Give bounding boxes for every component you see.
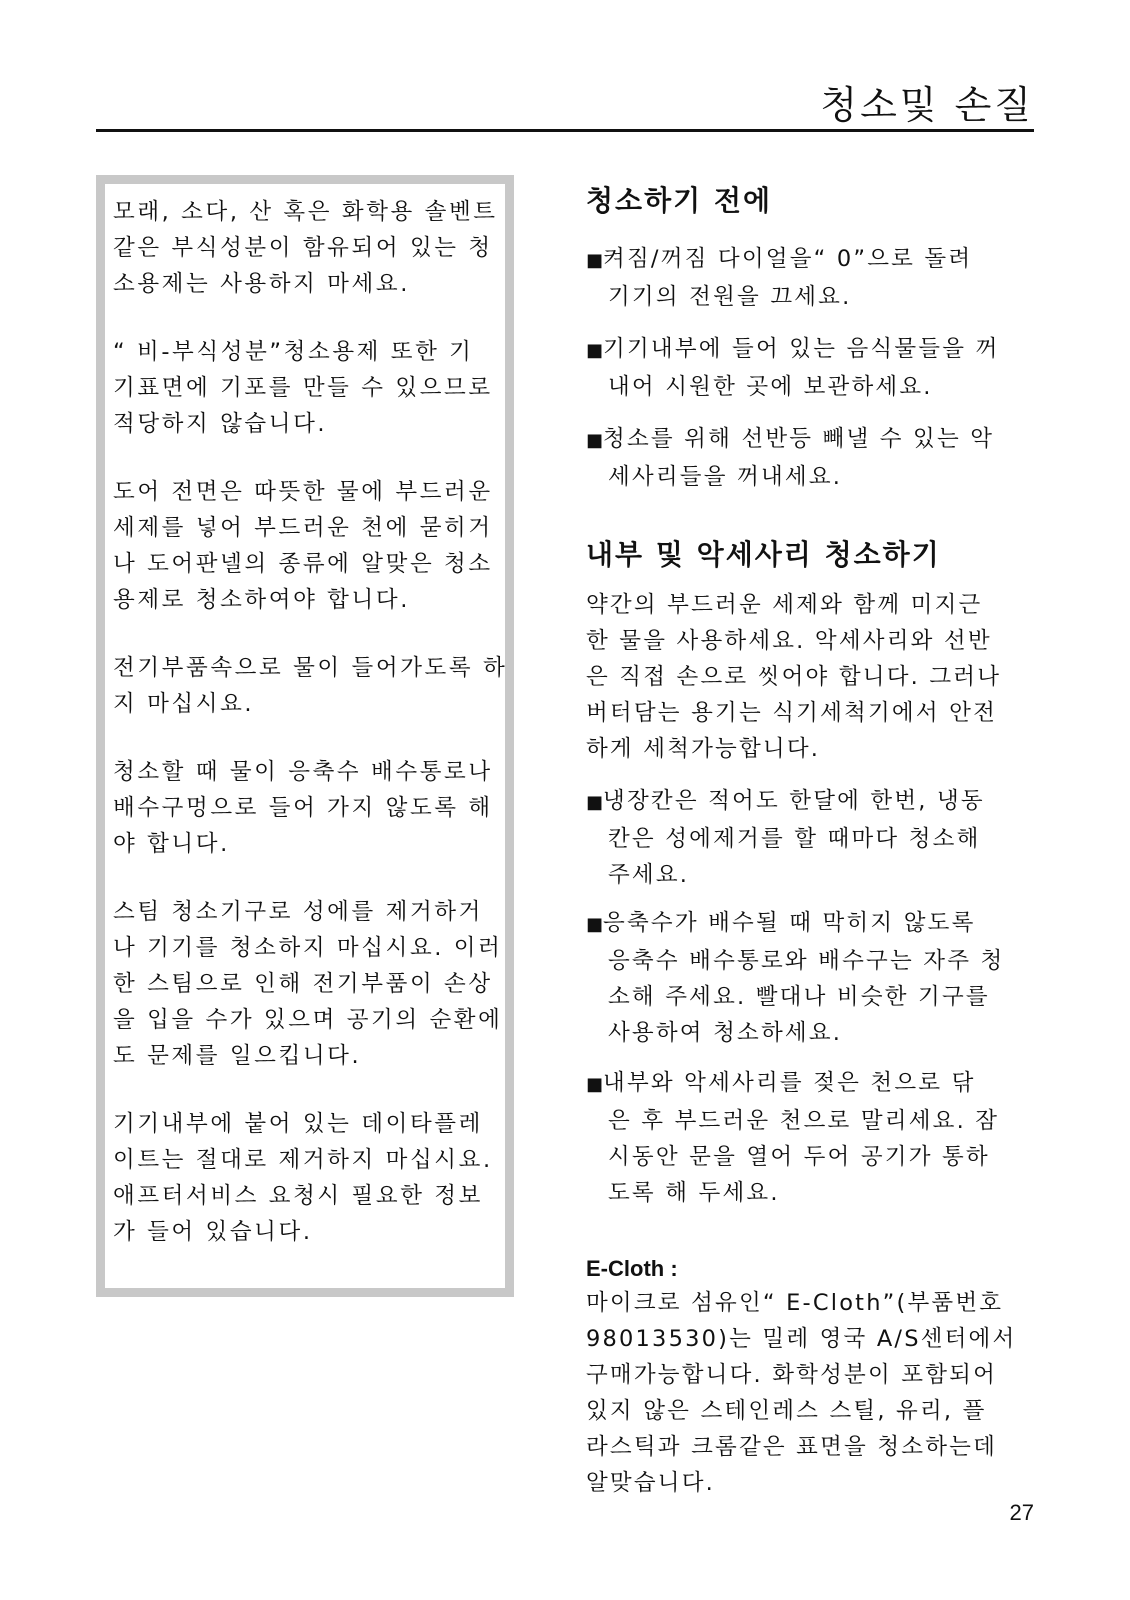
warning-paragraph [113, 194, 498, 302]
warning-line: 한 스팀으로 인해 전기부품이 손상 [113, 971, 493, 997]
warning-line: 도어 전면은 따뜻한 물에 부드러운 [113, 479, 493, 505]
ecloth-line: 있지 않은 스테인레스 스틸, 유리, 플 [586, 1398, 987, 1424]
warning-line: 지 마십시요. [113, 691, 255, 717]
warning-line: 청소할 때 물이 응축수 배수통로나 [113, 759, 493, 785]
warning-line: 적당하지 않습니다. [113, 411, 328, 437]
bullet-item [586, 905, 1004, 1051]
bullet-line: 내어 시원한 곳에 보관하세요. [608, 374, 933, 400]
bullet-line: 켜짐/꺼짐 다이얼을“ 0”으로 돌려 [603, 246, 973, 272]
bullet-line: 냉장칸은 적어도 한달에 한번, 냉동 [603, 788, 985, 814]
section-heading-interior-cleaning: 내부 및 악세사리 청소하기 [586, 538, 941, 571]
warning-paragraph [113, 754, 495, 862]
ecloth-line: 알맞습니다. [586, 1470, 716, 1496]
ecloth-line: 98013530)는 밀레 영국 A/S센터에서 [586, 1326, 1017, 1352]
warning-line: 스팀 청소기구로 성에를 제거하거 [113, 899, 483, 925]
intro-line: 약간의 부드러운 세제와 함께 미지근 [586, 592, 983, 618]
bullet-line: 시동안 문을 열어 두어 공기가 통하 [608, 1144, 990, 1170]
warning-line: 같은 부식성분이 함유되어 있는 청 [113, 235, 493, 261]
bullet-line: 칸은 성에제거를 할 때마다 청소해 [608, 826, 981, 852]
intro-line: 하게 세척가능합니다. [586, 736, 821, 762]
ecloth-label: E-Cloth : [586, 1256, 678, 1281]
intro-paragraph [586, 587, 1001, 767]
bullet-line: 청소를 위해 선반등 빼낼 수 있는 악 [603, 426, 995, 452]
bullet-line: 주세요. [608, 862, 690, 888]
bullet-square-icon: ■ [586, 914, 604, 935]
page-number: 27 [1009, 1500, 1034, 1525]
warning-line: 애프터서비스 요청시 필요한 정보 [113, 1183, 483, 1209]
bullet-line: 기기내부에 들어 있는 음식물들을 꺼 [603, 336, 1000, 362]
warning-line: 배수구멍으로 들어 가지 않도록 해 [113, 795, 493, 821]
bullet-line: 내부와 악세사리를 젖은 천으로 닦 [603, 1070, 976, 1096]
warning-paragraph [113, 650, 508, 722]
section-heading-before-cleaning: 청소하기 전에 [586, 184, 773, 217]
bullet-square-icon: ■ [586, 250, 604, 271]
bullet-item [586, 1065, 999, 1211]
bullet-item [586, 331, 999, 405]
warning-line: 나 기기를 청소하지 마십시요. 이러 [113, 935, 503, 961]
bullet-line: 응축수가 배수될 때 막히지 않도록 [603, 910, 976, 936]
warning-line: 이트는 절대로 제거하지 마십시요. [113, 1147, 493, 1173]
header-divider [96, 129, 1034, 132]
warning-line: 도 문제를 일으킵니다. [113, 1043, 362, 1069]
intro-line: 은 직접 손으로 씻어야 합니다. 그러나 [586, 664, 1002, 690]
bullet-line: 응축수 배수통로와 배수구는 자주 청 [608, 948, 1005, 974]
ecloth-line: 라스틱과 크롬같은 표면을 청소하는데 [586, 1434, 998, 1460]
bullet-line: 사용하여 청소하세요. [608, 1020, 843, 1046]
bullet-line: 기기의 전원을 끄세요. [608, 284, 852, 310]
ecloth-line: 마이크로 섬유인“ E-Cloth”(부품번호 [586, 1290, 1004, 1316]
intro-line: 한 물을 사용하세요. 악세사리와 선반 [586, 628, 992, 654]
bullet-line: 세사리들을 꺼내세요. [608, 464, 843, 490]
warning-line: 모래, 소다, 산 혹은 화학용 솔벤트 [113, 199, 498, 225]
warning-box [96, 175, 514, 1297]
ecloth-paragraph [586, 1285, 1016, 1501]
bullet-line: 소해 주세요. 빨대나 비슷한 기구를 [608, 984, 990, 1010]
warning-line: 소용제는 사용하지 마세요. [113, 271, 410, 297]
warning-line: 나 도어판넬의 종류에 알맞은 청소 [113, 551, 493, 577]
bullet-square-icon: ■ [586, 430, 604, 451]
warning-line: 기표면에 기포를 만들 수 있으므로 [113, 375, 493, 401]
warning-line: 전기부품속으로 물이 들어가도록 하 [113, 655, 508, 681]
bullet-square-icon: ■ [586, 340, 604, 361]
intro-line: 버터담는 용기는 식기세척기에서 안전 [586, 700, 998, 726]
warning-paragraph [113, 334, 495, 442]
warning-line: 세제를 넣어 부드러운 천에 묻히거 [113, 515, 493, 541]
warning-line: “ 비-부식성분”청소용제 또한 기 [113, 339, 474, 365]
warning-line: 용제로 청소하여야 합니다. [113, 587, 410, 613]
warning-line: 기기내부에 붙어 있는 데이타플레 [113, 1111, 483, 1137]
warning-line: 을 입을 수가 있으며 공기의 순환에 [113, 1007, 503, 1033]
bullet-item [586, 241, 972, 315]
page-title: 청소및 손질 [820, 83, 1034, 127]
bullet-square-icon: ■ [586, 792, 604, 813]
bullet-item [586, 783, 985, 893]
warning-paragraph [113, 474, 495, 618]
bullet-item [586, 421, 994, 495]
bullet-square-icon: ■ [586, 1074, 604, 1095]
warning-line: 가 들어 있습니다. [113, 1219, 313, 1245]
ecloth-line: 구매가능합니다. 화학성분이 포함되어 [586, 1362, 998, 1388]
warning-paragraph [113, 1106, 495, 1250]
warning-paragraph [113, 894, 503, 1074]
bullet-line: 은 후 부드러운 천으로 말리세요. 잠 [608, 1108, 1000, 1134]
bullet-line: 도록 해 두세요. [608, 1180, 780, 1206]
warning-line: 야 합니다. [113, 831, 230, 857]
